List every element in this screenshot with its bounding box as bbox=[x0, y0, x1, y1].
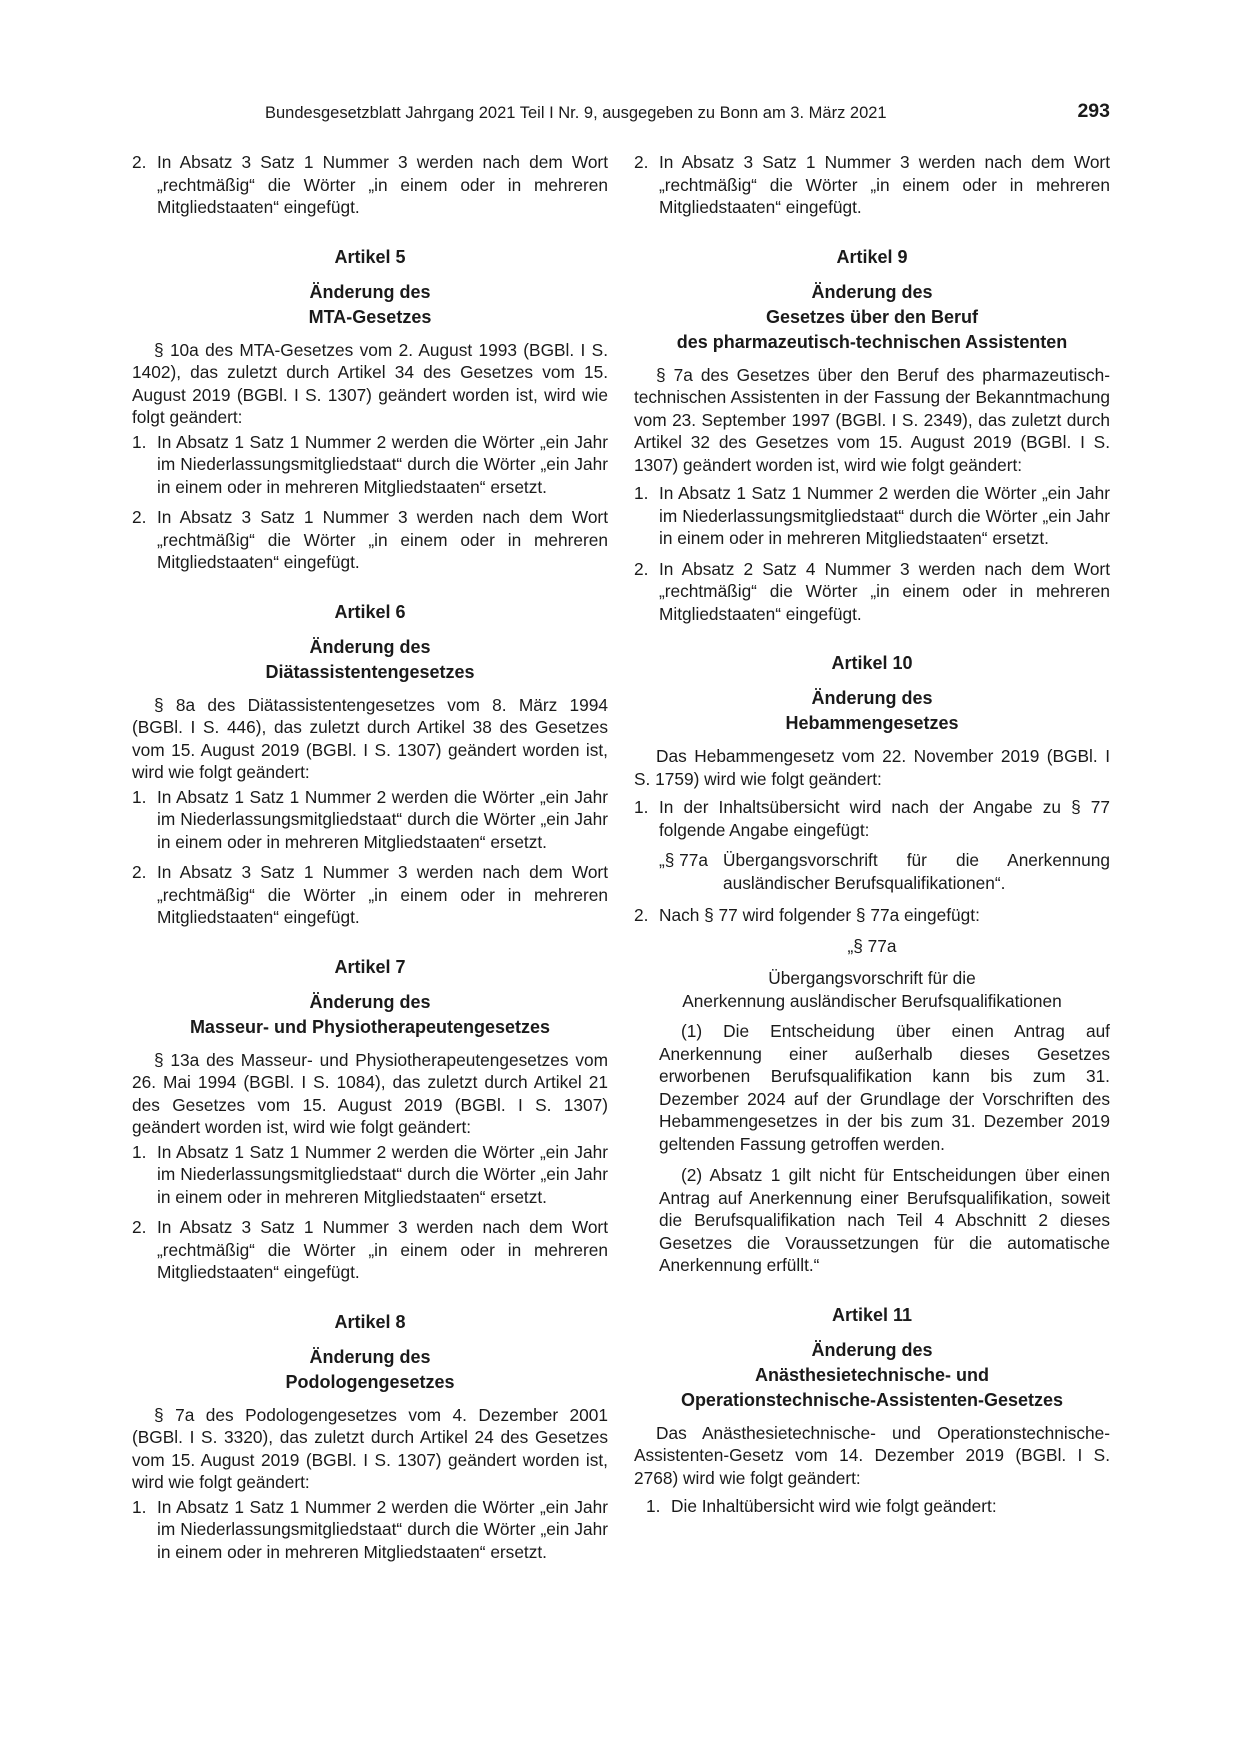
article-9-heading bbox=[634, 280, 1110, 355]
list-item bbox=[634, 1495, 1110, 1518]
article-8-heading bbox=[132, 1345, 608, 1395]
article-heading-line: Änderung des bbox=[811, 1339, 933, 1360]
item-text: In Absatz 1 Satz 1 Nummer 2 werden die Wörter „ein Jahr im Niederlassungsmitgliedstaat“ durch die Wörter „ein Jahr in einem oder in mehreren Mitgliedstaaten“ ersetzt. bbox=[157, 431, 608, 497]
article-8-title: Artikel 8 bbox=[334, 1311, 406, 1332]
article-heading-line: Änderung des bbox=[309, 281, 431, 302]
article-heading-line: MTA-Gesetzes bbox=[308, 306, 432, 327]
article-6-body: § 8a des Diätassistentengesetzes vom 8. März 1994 (BGBl. I S. 446), das zuletzt durch Artikel 38 des Gesetzes vom 15. August 2019 (BGBl. I S. 1307) geändert worden ist, wird wie folgt geändert: bbox=[132, 694, 608, 782]
article-heading-line: Masseur- und Physiotherapeutengesetzes bbox=[189, 1016, 551, 1037]
article-10-heading bbox=[634, 686, 1110, 736]
article-8-body: § 7a des Podologengesetzes vom 4. Dezember 2001 (BGBl. I S. 3320), das zuletzt durch Artikel 24 des Gesetzes vom 15. August 2019 (BGBl. I S. 1307) geändert worden ist, wird wie folgt geändert: bbox=[132, 1404, 608, 1492]
item-text: In Absatz 1 Satz 1 Nummer 2 werden die Wörter „ein Jahr im Niederlassungsmitgliedstaat“ durch die Wörter „ein Jahr in einem oder in mehreren Mitgliedstaaten“ ersetzt. bbox=[157, 786, 608, 852]
item-number: 2. bbox=[132, 507, 147, 527]
article-10-title: Artikel 10 bbox=[831, 653, 913, 673]
item-text: In Absatz 3 Satz 1 Nummer 3 werden nach dem Wort „rechtmäßig“ die Wörter „in einem oder in mehreren Mitgliedstaaten“ eingefügt. bbox=[157, 152, 608, 217]
article-heading-line: Änderung des bbox=[309, 991, 431, 1012]
list-item bbox=[132, 1141, 608, 1209]
item-text: In Absatz 3 Satz 1 Nummer 3 werden nach dem Wort „rechtmäßig“ die Wörter „in einem oder in mehreren Mitgliedstaaten“ eingefügt. bbox=[157, 862, 608, 927]
article-heading-line: Hebammengesetzes bbox=[785, 713, 959, 733]
list-item bbox=[132, 1496, 608, 1564]
article-heading-line: Diätassistentengesetzes bbox=[265, 661, 475, 682]
item-text: In Absatz 3 Satz 1 Nummer 3 werden nach dem Wort „rechtmäßig“ die Wörter „in einem oder in mehreren Mitgliedstaaten“ eingefügt. bbox=[157, 507, 608, 572]
article-heading-line: Änderung des bbox=[309, 1346, 431, 1367]
item-number: 1. bbox=[132, 1141, 147, 1162]
page-number: 293 bbox=[1077, 100, 1110, 122]
article-7-body: § 13a des Masseur- und Physiotherapeutengesetzes vom 26. Mai 1994 (BGBl. I S. 1084), das zuletzt durch Artikel 21 des Gesetzes vom 15. August 2019 (BGBl. I S. 1307) geändert worden ist, wird wie folgt geändert: bbox=[132, 1049, 608, 1137]
list-item bbox=[634, 904, 1110, 927]
list-item bbox=[132, 151, 608, 219]
article-heading-line: Änderung des bbox=[811, 281, 933, 302]
item-number: 1. bbox=[132, 1496, 147, 1517]
article-6-heading bbox=[132, 635, 608, 685]
list-item bbox=[634, 151, 1110, 219]
list-item bbox=[634, 796, 1110, 841]
item-number: 2. bbox=[132, 862, 147, 882]
article-heading-line: Anästhesietechnische- und bbox=[754, 1364, 990, 1385]
section-paragraph: (2) Absatz 1 gilt nicht für Entscheidungen über einen Antrag auf Anerkennung einer Berufsqualifikation, soweit die Berufsqualifikation nach Teil 4 Abschnitt 2 dieses Gesetzes die Voraussetzungen für die automatische Anerkennung erfüllt.“ bbox=[659, 1165, 1110, 1275]
article-11-title: Artikel 11 bbox=[831, 1304, 913, 1325]
item-text: Nach § 77 wird folgender § 77a eingefügt: bbox=[659, 905, 980, 925]
article-heading-line: Änderung des bbox=[811, 688, 933, 708]
item-text: In Absatz 1 Satz 1 Nummer 2 werden die Wörter „ein Jahr im Niederlassungsmitgliedstaat“ durch die Wörter „ein Jahr in einem oder in mehreren Mitgliedstaaten“ ersetzt. bbox=[157, 1496, 608, 1562]
item-number: 1. bbox=[132, 786, 147, 807]
article-heading-line: des pharmazeutisch-technischen Assistenten bbox=[676, 331, 1068, 352]
article-heading-line: Gesetzes über den Beruf bbox=[765, 306, 979, 327]
quoted-entry-text: Übergangsvorschrift für die Anerkennung ausländischer Berufsqualifikationen“. bbox=[723, 850, 1110, 893]
page-header bbox=[130, 100, 1110, 126]
article-heading-line: Operationstechnische-Assistenten-Gesetzes bbox=[680, 1389, 1064, 1410]
article-5-title: Artikel 5 bbox=[334, 246, 406, 267]
list-item bbox=[132, 1216, 608, 1284]
article-5-heading bbox=[132, 280, 608, 330]
article-9-title: Artikel 9 bbox=[836, 246, 908, 267]
item-number: 2. bbox=[634, 905, 649, 925]
quoted-entry bbox=[634, 849, 1110, 894]
article-heading-line: Änderung des bbox=[309, 636, 431, 657]
item-number: 1. bbox=[634, 483, 649, 503]
header-title: Bundesgesetzblatt Jahrgang 2021 Teil I Nr. 9, ausgegeben zu Bonn am 3. März 2021 bbox=[265, 104, 887, 122]
list-item bbox=[132, 431, 608, 499]
section-title bbox=[634, 967, 1110, 1012]
item-number: 2. bbox=[634, 558, 649, 579]
item-number: 2. bbox=[634, 152, 649, 172]
item-number: 1. bbox=[646, 1496, 661, 1516]
item-text: In der Inhaltsübersicht wird nach der Angabe zu § 77 folgende Angabe eingefügt: bbox=[659, 797, 1110, 840]
article-5-body: § 10a des MTA-Gesetzes vom 2. August 1993 (BGBl. I S. 1402), das zuletzt durch Artikel 34 des Gesetzes vom 15. August 2019 (BGBl. I S. 1307) geändert worden ist, wird wie folgt geändert: bbox=[132, 339, 608, 427]
section-title-line: Übergangsvorschrift für die bbox=[768, 968, 976, 988]
left-column bbox=[132, 151, 608, 1571]
section-heading: „§ 77a bbox=[847, 935, 897, 956]
article-9-body: § 7a des Gesetzes über den Beruf des pharmazeutisch-technischen Assistenten in der Fassung der Bekanntmachung vom 23. September 1997 (BGBl. I S. 2349), das zuletzt durch Artikel 32 des Gesetzes vom 15. August 2019 (BGBl. I S. 1307) geändert worden ist, wird wie folgt geändert: bbox=[634, 364, 1110, 475]
item-text: In Absatz 1 Satz 1 Nummer 2 werden die Wörter „ein Jahr im Niederlassungsmitgliedstaat“ durch die Wörter „ein Jahr in einem oder in mehreren Mitgliedstaaten“ ersetzt. bbox=[157, 1141, 608, 1207]
item-text: Die Inhaltübersicht wird wie folgt geändert: bbox=[671, 1496, 997, 1516]
item-text: In Absatz 1 Satz 1 Nummer 2 werden die Wörter „ein Jahr im Niederlassungsmitgliedstaat“ durch die Wörter „ein Jahr in einem oder in mehreren Mitgliedstaaten“ ersetzt. bbox=[659, 483, 1110, 548]
item-text: In Absatz 3 Satz 1 Nummer 3 werden nach dem Wort „rechtmäßig“ die Wörter „in einem oder in mehreren Mitgliedstaaten“ eingefügt. bbox=[157, 1217, 608, 1282]
list-item bbox=[132, 506, 608, 574]
list-item bbox=[634, 482, 1110, 550]
list-item bbox=[634, 558, 1110, 626]
article-11-heading bbox=[634, 1338, 1110, 1413]
quoted-entry-ref: „§ 77a bbox=[659, 850, 709, 870]
article-11-body: Das Anästhesietechnische- und Operationstechnische-Assistenten-Gesetz vom 14. Dezember 2019 (BGBl. I S. 2768) wird wie folgt geändert: bbox=[634, 1422, 1110, 1488]
item-text: In Absatz 2 Satz 4 Nummer 3 werden nach dem Wort „rechtmäßig“ die Wörter „in einem oder in mehreren Mitgliedstaaten“ eingefügt. bbox=[659, 558, 1110, 624]
section-title-line: Anerkennung ausländischer Berufsqualifikationen bbox=[682, 990, 1062, 1011]
article-7-heading bbox=[132, 990, 608, 1040]
article-6-title: Artikel 6 bbox=[334, 601, 406, 622]
item-number: 1. bbox=[634, 797, 649, 817]
item-number: 2. bbox=[132, 1217, 147, 1237]
item-text: In Absatz 3 Satz 1 Nummer 3 werden nach dem Wort „rechtmäßig“ die Wörter „in einem oder in mehreren Mitgliedstaaten“ eingefügt. bbox=[659, 152, 1110, 217]
list-item bbox=[132, 786, 608, 854]
article-7-title: Artikel 7 bbox=[334, 956, 406, 977]
article-heading-line: Podologengesetzes bbox=[285, 1371, 455, 1392]
right-column bbox=[634, 151, 1110, 1526]
article-10-body: Das Hebammengesetz vom 22. November 2019 (BGBl. I S. 1759) wird wie folgt geändert: bbox=[634, 746, 1110, 789]
section-paragraph: (1) Die Entscheidung über einen Antrag auf Anerkennung einer außerhalb dieses Gesetzes erworbenen Berufsqualifikation kann bis zum 31. Dezember 2024 auf der Grundlage der Vorschriften des Hebammengesetzes in der bis zum 31. Dezember 2019 geltenden Fassung getroffen werden. bbox=[659, 1021, 1110, 1154]
item-number: 2. bbox=[132, 152, 147, 172]
item-number: 1. bbox=[132, 431, 147, 452]
list-item bbox=[132, 861, 608, 929]
